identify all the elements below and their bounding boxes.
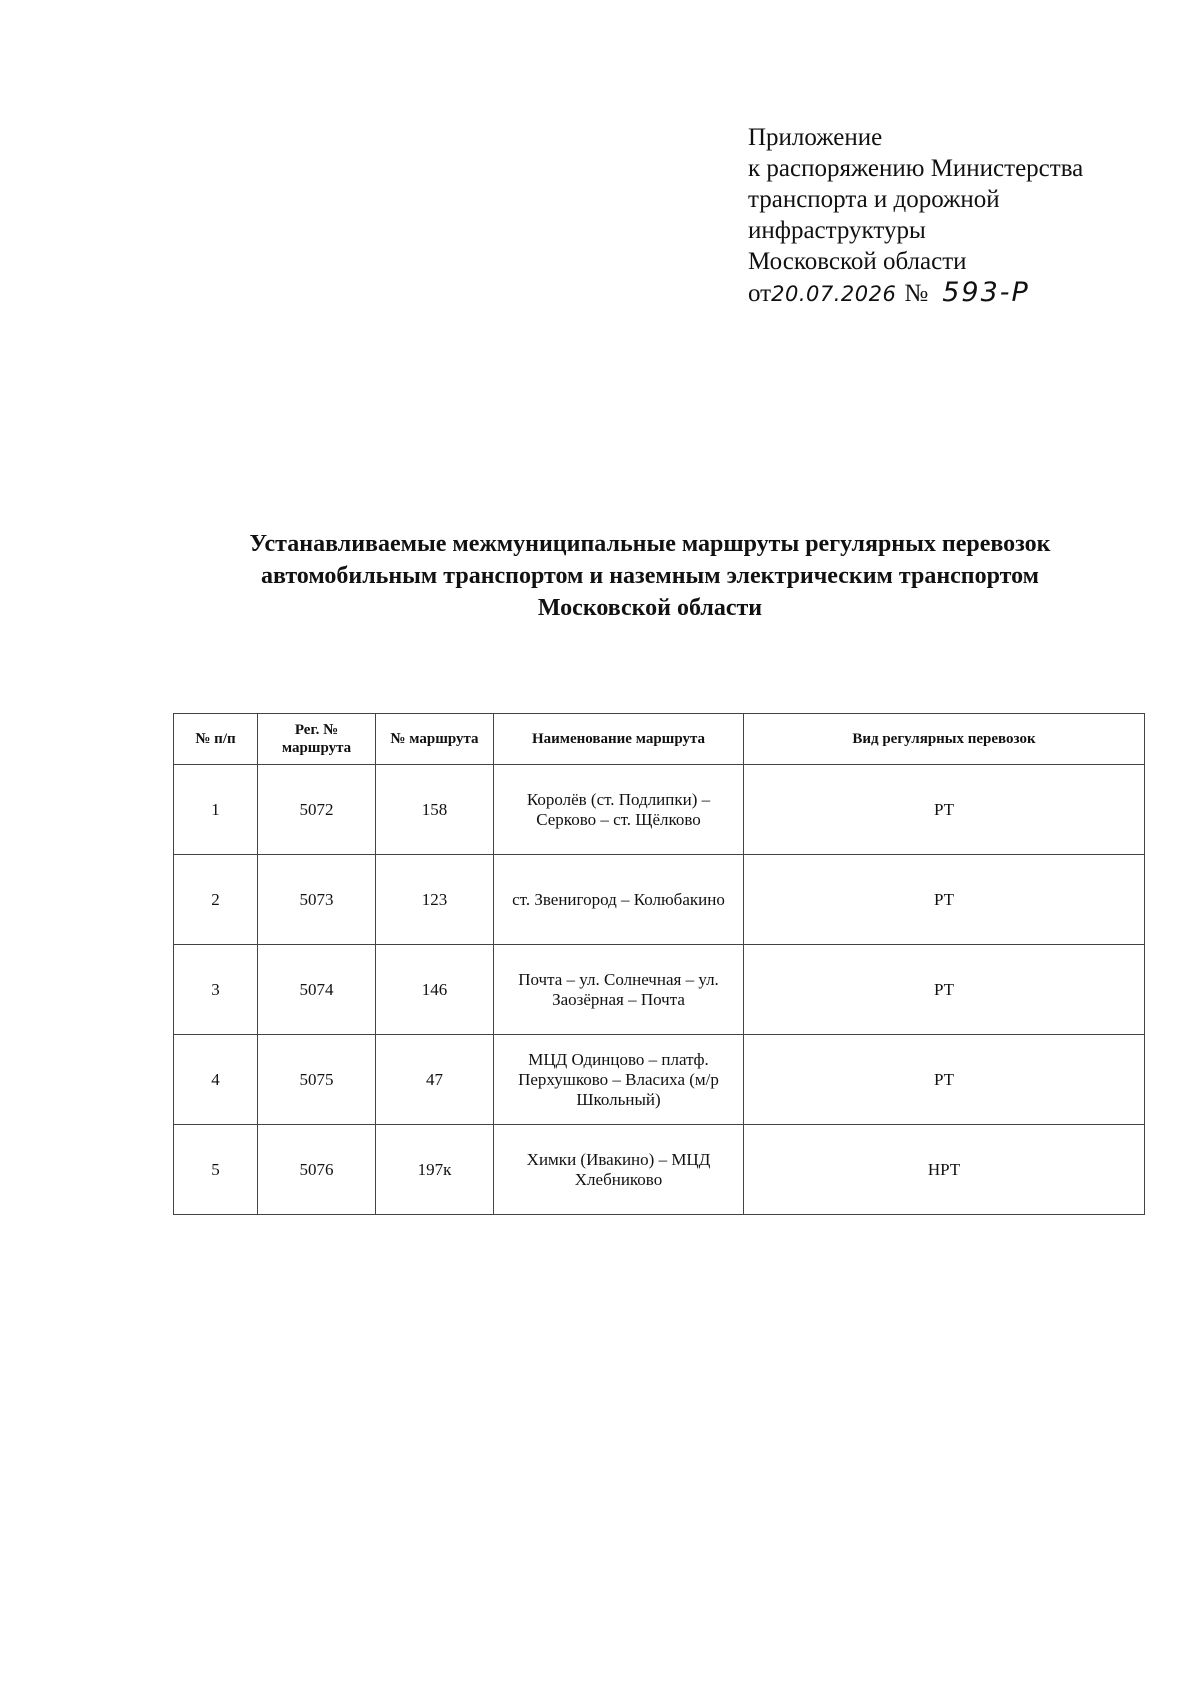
cell-reg-number: 5076 [258, 1125, 376, 1215]
appendix-line: Московской области [748, 248, 967, 275]
header-route-name: Наименование маршрута [494, 714, 744, 765]
table-row [174, 765, 1145, 855]
table-row [174, 855, 1145, 945]
cell-route-number: 123 [376, 855, 494, 945]
cell-row-number: 4 [174, 1035, 258, 1125]
cell-reg-number: 5075 [258, 1035, 376, 1125]
table-row [174, 1125, 1145, 1215]
cell-route-number: 146 [376, 945, 494, 1035]
title-line: Московской области [537, 595, 763, 621]
cell-route-number: 47 [376, 1035, 494, 1125]
cell-route-number: 197к [376, 1125, 494, 1215]
title-line: Устанавливаемые межмуниципальные маршруты регулярных перевозок [249, 531, 1051, 557]
appendix-line: инфраструктуры [748, 217, 926, 244]
cell-transport-type: РТ [744, 765, 1145, 855]
cell-transport-type: РТ [744, 1035, 1145, 1125]
cell-transport-type: РТ [744, 945, 1145, 1035]
cell-row-number: 5 [174, 1125, 258, 1215]
number-sign: № [904, 280, 929, 307]
cell-row-number: 2 [174, 855, 258, 945]
order-date-number [748, 277, 1168, 310]
appendix-block [748, 122, 1168, 310]
table-header-row [174, 714, 1145, 765]
cell-route-number: 158 [376, 765, 494, 855]
order-date: 20.07.2026 [771, 282, 897, 306]
cell-route-name: ст. Звенигород – Колюбакино [494, 855, 744, 945]
header-reg-number: Рег. № маршрута [258, 714, 376, 765]
cell-row-number: 3 [174, 945, 258, 1035]
cell-route-name: МЦД Одинцово – платф. Перхушково – Власиха (м/р Школьный) [494, 1035, 744, 1125]
header-route-number: № маршрута [376, 714, 494, 765]
header-transport-type: Вид регулярных перевозок [744, 714, 1145, 765]
header-row-number: № п/п [174, 714, 258, 765]
appendix-line: Приложение [748, 124, 883, 151]
cell-reg-number: 5072 [258, 765, 376, 855]
order-number: 593-Р [942, 277, 1030, 308]
cell-row-number: 1 [174, 765, 258, 855]
cell-reg-number: 5073 [258, 855, 376, 945]
cell-reg-number: 5074 [258, 945, 376, 1035]
document-title [180, 528, 1120, 624]
cell-transport-type: РТ [744, 855, 1145, 945]
cell-route-name: Почта – ул. Солнечная – ул. Заозёрная – Почта [494, 945, 744, 1035]
cell-route-name: Королёв (ст. Подлипки) – Серково – ст. Щёлково [494, 765, 744, 855]
table-row [174, 1035, 1145, 1125]
appendix-line: транспорта и дорожной [748, 186, 1000, 213]
title-line: автомобильным транспортом и наземным электрическим транспортом [260, 563, 1040, 589]
cell-route-name: Химки (Ивакино) – МЦД Хлебниково [494, 1125, 744, 1215]
table-row [174, 945, 1145, 1035]
cell-transport-type: НРТ [744, 1125, 1145, 1215]
date-prefix: от [748, 280, 772, 307]
appendix-line: к распоряжению Министерства [748, 155, 1084, 182]
routes-table [173, 713, 1145, 1215]
